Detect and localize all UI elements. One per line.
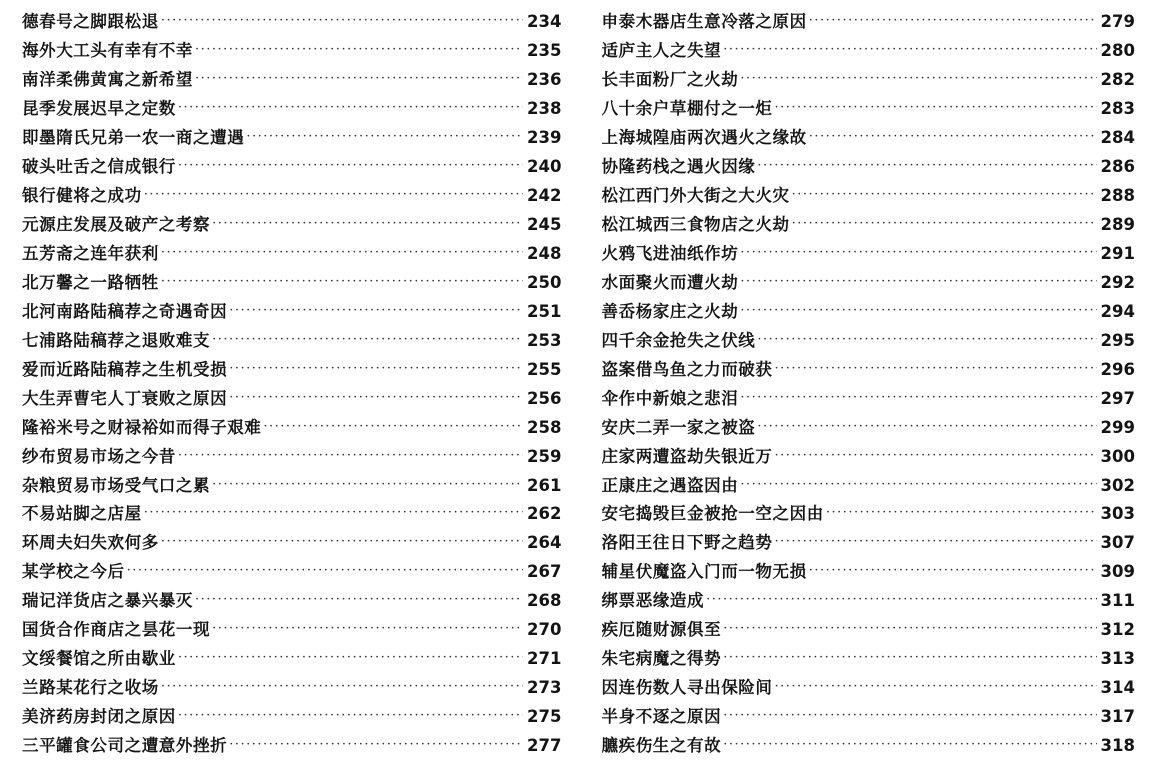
- toc-entry[interactable]: [22, 701, 562, 730]
- toc-entry-page: 240: [527, 156, 562, 176]
- toc-entry-title: 南洋柔佛黄寓之新希望: [22, 69, 193, 89]
- toc-entry-page: 303: [1100, 504, 1135, 524]
- toc-entry-title: 五芳斋之连年获利: [22, 243, 159, 263]
- toc-entry[interactable]: [22, 643, 562, 672]
- dot-leader: [161, 238, 523, 267]
- toc-entry[interactable]: [22, 64, 562, 93]
- dot-leader: [723, 701, 1096, 730]
- toc-entry-page: 299: [1100, 417, 1135, 437]
- toc-entry-title: 臕疾伤生之有故: [601, 736, 722, 756]
- toc-entry-title: 安庆二弄一家之被盗: [601, 417, 756, 437]
- dot-leader: [178, 93, 523, 122]
- toc-entry[interactable]: [22, 267, 562, 296]
- toc-entry-title: 正康庄之遇盗因由: [601, 475, 739, 495]
- dot-leader: [775, 672, 1097, 701]
- toc-entry-page: 282: [1100, 69, 1135, 89]
- toc-entry-page: 238: [527, 98, 562, 118]
- dot-leader: [740, 238, 1096, 267]
- toc-entry-page: 255: [527, 359, 562, 379]
- toc-entry[interactable]: [602, 6, 1136, 35]
- toc-entry-page: 311: [1100, 591, 1135, 611]
- toc-entry-title: 即墨隋氏兄弟一农一商之遭遇: [22, 127, 245, 147]
- dot-leader: [740, 470, 1096, 499]
- toc-entry-page: 235: [527, 40, 562, 60]
- toc-entry[interactable]: [602, 325, 1136, 354]
- toc-entry-page: 291: [1100, 243, 1135, 263]
- toc-entry[interactable]: [602, 267, 1136, 296]
- toc-entry-title: 不易站脚之店屋: [22, 504, 142, 524]
- toc-entry[interactable]: [22, 556, 562, 585]
- dot-leader: [161, 6, 523, 35]
- toc-entry-page: 271: [527, 649, 562, 669]
- toc-entry[interactable]: [602, 122, 1136, 151]
- toc-entry-title: 安宅捣毁巨金被抢一空之因由: [601, 504, 824, 524]
- toc-entry[interactable]: [602, 151, 1136, 180]
- dot-leader: [826, 498, 1097, 527]
- toc-entry-page: 239: [527, 127, 562, 147]
- dot-leader: [809, 6, 1097, 35]
- dot-leader: [212, 325, 523, 354]
- dot-leader: [195, 64, 523, 93]
- toc-entry-title: 破头吐舌之信成银行: [22, 156, 176, 176]
- toc-entry-title: 北河南路陆稿荐之奇遇奇因: [22, 301, 228, 321]
- toc-entry-page: 268: [527, 591, 562, 611]
- toc-entry-title: 善岙杨家庄之火劫: [601, 301, 739, 321]
- dot-leader: [792, 180, 1097, 209]
- toc-entry-page: 273: [527, 678, 562, 698]
- toc-entry[interactable]: [22, 470, 562, 499]
- toc-entry-title: 纱布贸易市场之今昔: [22, 446, 176, 466]
- toc-entry-title: 适庐主人之失望: [601, 40, 722, 60]
- toc-entry[interactable]: [602, 730, 1136, 759]
- toc-entry-page: 264: [527, 533, 562, 553]
- toc-entry-page: 248: [527, 243, 562, 263]
- toc-entry[interactable]: [22, 527, 562, 556]
- toc-entry-title: 三平罐食公司之遭意外挫折: [22, 736, 228, 756]
- toc-entry-page: 279: [1100, 12, 1135, 31]
- toc-entry[interactable]: [602, 498, 1136, 527]
- toc-entry-title: 辅星伏魔盗入门而一物无损: [601, 562, 807, 582]
- dot-leader: [178, 441, 523, 470]
- toc-entry-page: 275: [527, 707, 562, 727]
- toc-entry[interactable]: [602, 701, 1136, 730]
- toc-entry[interactable]: [602, 643, 1136, 672]
- dot-leader: [757, 325, 1096, 354]
- toc-entry[interactable]: [602, 441, 1136, 470]
- toc-entry[interactable]: [22, 585, 562, 614]
- toc-entry-title: 疾厄随财源俱至: [601, 620, 722, 640]
- dot-leader: [178, 643, 523, 672]
- dot-leader: [706, 585, 1096, 614]
- dot-leader: [723, 643, 1096, 672]
- toc-entry-page: 251: [527, 301, 562, 321]
- toc-entry-page: 292: [1100, 272, 1135, 292]
- dot-leader: [212, 614, 523, 643]
- toc-entry-title: 环周夫妇失欢何多: [22, 533, 159, 553]
- toc-entry[interactable]: [22, 6, 562, 35]
- right-column: [580, 0, 1159, 765]
- toc-entry-title: 大生弄曹宅人丁衰败之原因: [22, 388, 228, 408]
- toc-entry[interactable]: [22, 209, 562, 238]
- toc-entry[interactable]: [22, 93, 562, 122]
- dot-leader: [740, 383, 1096, 412]
- dot-leader: [263, 412, 523, 441]
- dot-leader: [229, 354, 523, 383]
- toc-entry[interactable]: [602, 470, 1136, 499]
- toc-entry-page: 236: [527, 69, 562, 89]
- toc-entry-page: 318: [1100, 736, 1135, 756]
- dot-leader: [212, 209, 523, 238]
- toc-entry-title: 长丰面粉厂之火劫: [601, 69, 739, 89]
- toc-entry-title: 瑞记洋货店之暴兴暴灭: [22, 591, 193, 611]
- toc-entry-title: 庄家两遭盗劫失银近万: [601, 446, 773, 466]
- toc-entry[interactable]: [602, 209, 1136, 238]
- dot-leader: [809, 556, 1097, 585]
- dot-leader: [775, 527, 1097, 556]
- toc-entry-title: 伞作中新娘之悲泪: [601, 388, 739, 408]
- dot-leader: [144, 180, 523, 209]
- toc-entry-title: 某学校之今后: [22, 562, 125, 582]
- toc-entry[interactable]: [22, 354, 562, 383]
- toc-entry-page: 296: [1100, 359, 1135, 379]
- toc-entry-title: 元源庄发展及破产之考察: [22, 214, 211, 234]
- toc-entry[interactable]: [22, 296, 562, 325]
- toc-entry[interactable]: [22, 180, 562, 209]
- dot-leader: [723, 614, 1096, 643]
- toc-entry-title: 爱而近路陆稿荐之生机受损: [22, 359, 228, 379]
- toc-entry-page: 242: [527, 185, 562, 205]
- dot-leader: [775, 441, 1097, 470]
- toc-entry-title: 盗案借鸟鱼之力而破获: [601, 359, 773, 379]
- toc-entry-title: 国货合作商店之昙花一现: [22, 620, 211, 640]
- toc-entry[interactable]: [602, 35, 1136, 64]
- toc-entry[interactable]: [22, 238, 562, 267]
- toc-entry[interactable]: [22, 498, 562, 527]
- toc-entry-title: 洛阳王往日下野之趋势: [601, 533, 773, 553]
- toc-entry-title: 八十余户草棚付之一炬: [601, 98, 773, 118]
- dot-leader: [229, 730, 523, 759]
- toc-entry[interactable]: [602, 238, 1136, 267]
- toc-entry-title: 半身不逐之原因: [601, 707, 722, 727]
- toc-entry-page: 317: [1100, 707, 1135, 727]
- toc-entry-page: 280: [1100, 40, 1135, 60]
- toc-entry-page: 277: [527, 736, 562, 756]
- toc-entry[interactable]: [602, 614, 1136, 643]
- toc-entry[interactable]: [602, 383, 1136, 412]
- toc-entry[interactable]: [22, 730, 562, 759]
- toc-entry-page: 313: [1100, 649, 1135, 669]
- toc-entry-title: 上海城隍庙两次遇火之缘故: [601, 127, 807, 147]
- toc-entry-page: 258: [527, 417, 562, 437]
- toc-entry-title: 隆裕米号之财禄裕如而得子艰难: [22, 417, 262, 437]
- toc-entry-page: 307: [1100, 533, 1135, 553]
- dot-leader: [144, 498, 523, 527]
- dot-leader: [723, 730, 1096, 759]
- toc-entry-page: 300: [1100, 446, 1135, 466]
- toc-entry-title: 德春号之脚跟松退: [22, 12, 159, 31]
- toc-entry-page: 295: [1100, 330, 1135, 350]
- dot-leader: [775, 354, 1097, 383]
- dot-leader: [775, 93, 1097, 122]
- toc-entry[interactable]: [602, 672, 1136, 701]
- toc-entry-page: 262: [527, 504, 562, 524]
- toc-entry-title: 申泰木器店生意冷落之原因: [601, 12, 807, 31]
- toc-entry-page: 314: [1100, 678, 1135, 698]
- toc-entry[interactable]: [602, 585, 1136, 614]
- dot-leader: [246, 122, 523, 151]
- dot-leader: [178, 701, 523, 730]
- toc-entry[interactable]: [602, 180, 1136, 209]
- toc-entry-title: 海外大工头有幸有不幸: [22, 40, 193, 60]
- toc-entry-title: 四千余金抢失之伏线: [601, 330, 756, 350]
- toc-entry[interactable]: [602, 556, 1136, 585]
- toc-entry-title: 北万馨之一路牺牲: [22, 272, 159, 292]
- toc-entry[interactable]: [602, 412, 1136, 441]
- toc-entry-title: 七浦路陆稿荐之退败难支: [22, 330, 211, 350]
- dot-leader: [809, 122, 1097, 151]
- toc-entry-title: 兰路某花行之收场: [22, 678, 159, 698]
- toc-entry-title: 绑票恶缘造成: [601, 591, 705, 611]
- toc-entry-page: 312: [1100, 620, 1135, 640]
- toc-entry[interactable]: [22, 412, 562, 441]
- toc-entry-page: 267: [527, 562, 562, 582]
- toc-entry[interactable]: [602, 354, 1136, 383]
- toc-entry-title: 因连伤数人寻出保险间: [601, 678, 773, 698]
- toc-entry-title: 火鸦飞进油纸作坊: [601, 243, 739, 263]
- toc-entry-page: 250: [527, 272, 562, 292]
- toc-entry[interactable]: [22, 151, 562, 180]
- toc-entry-title: 美济药房封闭之原因: [22, 707, 176, 727]
- dot-leader: [229, 296, 523, 325]
- toc-entry-page: 256: [527, 388, 562, 408]
- dot-leader: [757, 151, 1096, 180]
- toc-entry-page: 253: [527, 330, 562, 350]
- dot-leader: [212, 470, 523, 499]
- toc-entry-page: 309: [1100, 562, 1135, 582]
- toc-entry-page: 288: [1100, 185, 1135, 205]
- toc-entry-title: 水面聚火而遭火劫: [601, 272, 739, 292]
- toc-entry-page: 294: [1100, 301, 1135, 321]
- toc-entry[interactable]: [602, 527, 1136, 556]
- dot-leader: [740, 267, 1096, 296]
- toc-entry-page: 261: [527, 475, 562, 495]
- toc-entry[interactable]: [22, 383, 562, 412]
- toc-entry-page: 259: [527, 446, 562, 466]
- toc-entry-page: 234: [527, 12, 562, 31]
- toc-entry-title: 银行健将之成功: [22, 185, 142, 205]
- dot-leader: [127, 556, 523, 585]
- toc-entry-title: 松江西门外大街之大火灾: [601, 185, 790, 205]
- toc-entry-page: 289: [1100, 214, 1135, 234]
- toc-entry[interactable]: [602, 64, 1136, 93]
- dot-leader: [740, 296, 1096, 325]
- toc-entry[interactable]: [22, 122, 562, 151]
- dot-leader: [161, 267, 523, 296]
- dot-leader: [161, 672, 523, 701]
- toc-entry[interactable]: [602, 93, 1136, 122]
- toc-entry-page: 297: [1100, 388, 1135, 408]
- toc-entry[interactable]: [22, 35, 562, 64]
- toc-entry[interactable]: [602, 296, 1136, 325]
- dot-leader: [178, 151, 523, 180]
- dot-leader: [229, 383, 523, 412]
- toc-entry[interactable]: [22, 614, 562, 643]
- toc-entry[interactable]: [22, 325, 562, 354]
- dot-leader: [740, 64, 1096, 93]
- toc-entry-title: 昆季发展迟早之定数: [22, 98, 176, 118]
- dot-leader: [723, 35, 1096, 64]
- dot-leader: [792, 209, 1097, 238]
- toc-entry-title: 松江城西三食物店之火劫: [601, 214, 790, 234]
- toc-entry-page: 270: [527, 620, 562, 640]
- toc-entry-page: 286: [1100, 156, 1135, 176]
- toc-entry-title: 文绥餐馆之所由歇业: [22, 649, 176, 669]
- toc-entry-page: 302: [1100, 475, 1135, 495]
- dot-leader: [757, 412, 1096, 441]
- dot-leader: [161, 527, 523, 556]
- toc-entry[interactable]: [22, 441, 562, 470]
- toc-entry-title: 杂粮贸易市场受气口之累: [22, 475, 211, 495]
- toc-entry-page: 283: [1100, 98, 1135, 118]
- toc-entry-title: 协隆药栈之遇火因缘: [601, 156, 756, 176]
- toc-entry-title: 朱宅病魔之得势: [601, 649, 722, 669]
- dot-leader: [195, 585, 523, 614]
- toc-entry-page: 245: [527, 214, 562, 234]
- dot-leader: [195, 35, 523, 64]
- toc-entry[interactable]: [22, 672, 562, 701]
- toc-entry-page: 284: [1100, 127, 1135, 147]
